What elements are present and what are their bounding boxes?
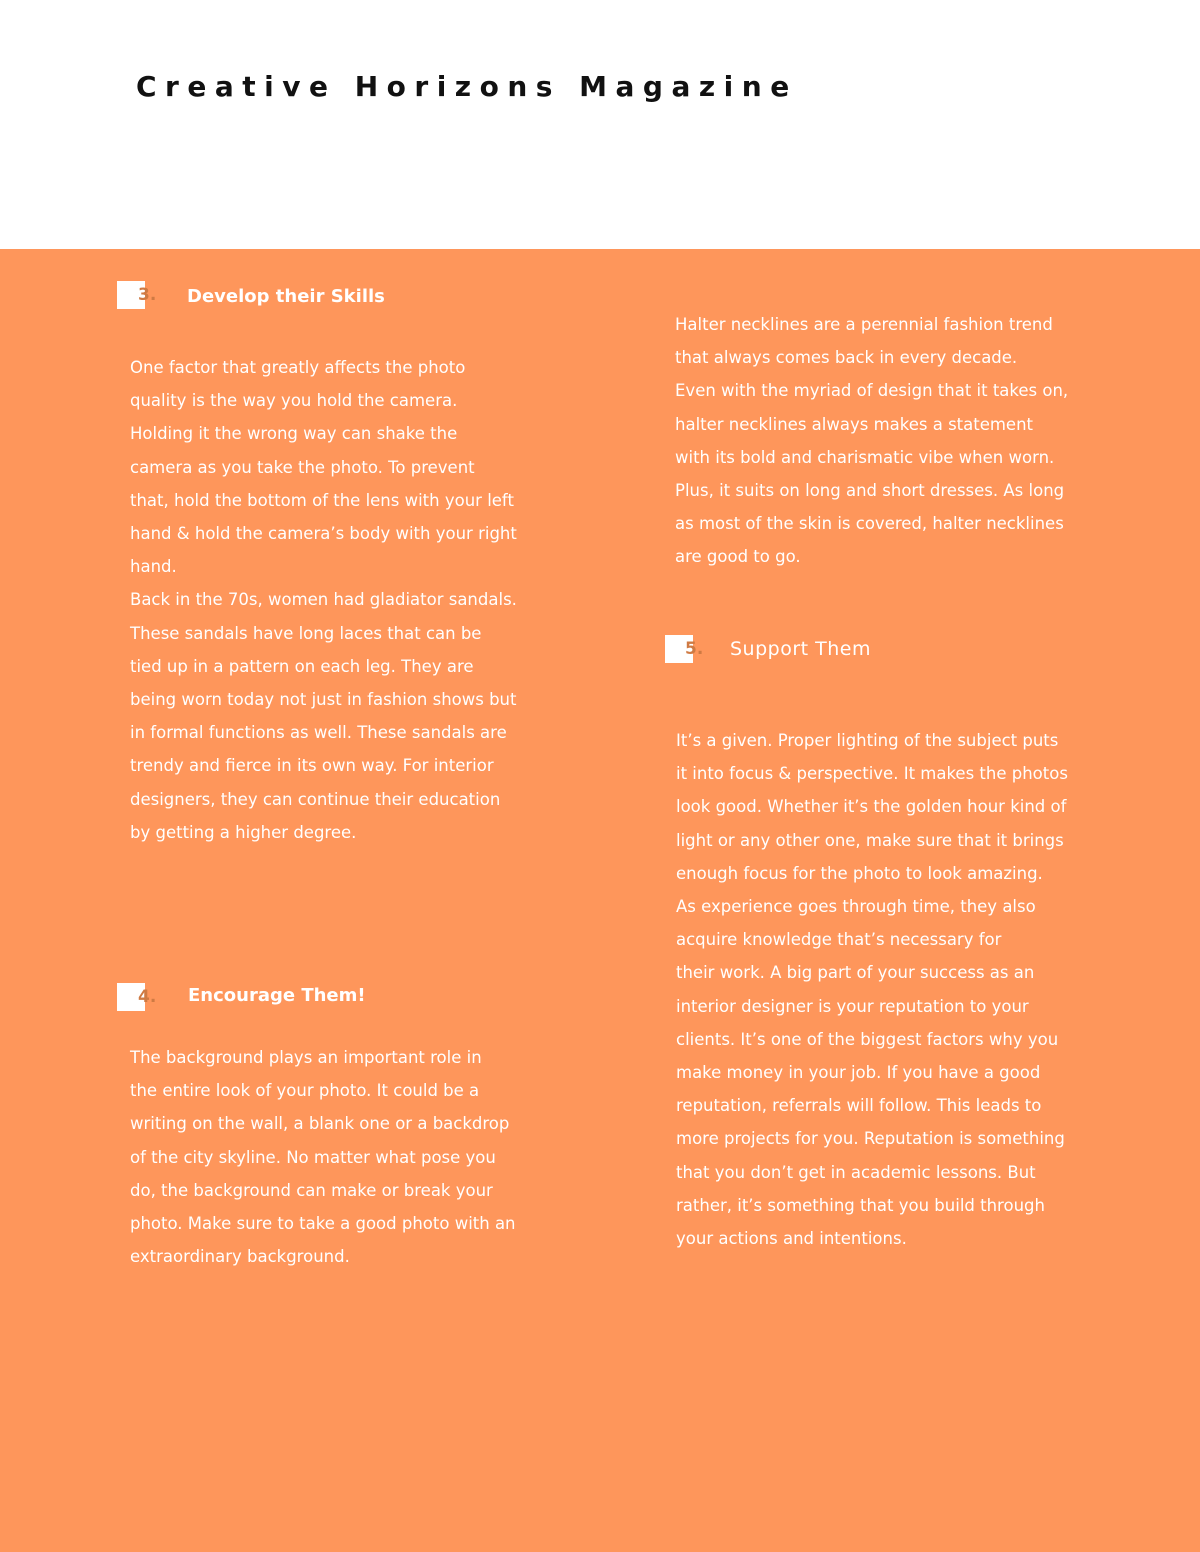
intro-body-halter: Halter necklines are a perennial fashion trend that always comes back in every decade. Even with the myriad of design that it takes on, halter necklines always makes a statement with its bold and charismatic vibe when worn. Plus, it suits on long and short dresses. As long as most of the skin is covered, halter necklines are good to go.: [675, 315, 1069, 567]
section-number: 3.: [138, 285, 157, 305]
section-body-encourage-them: The background plays an important role in the entire look of your photo. It could be a writing on the wall, a blank one or a backdrop of the city skyline. No matter what pose you do, the background can make or break your photo. Make sure to take a good photo with an extraordinary background.: [130, 1048, 516, 1267]
section-number: 4.: [138, 987, 157, 1007]
section-heading-support-them: Support Them: [730, 638, 871, 660]
section-number: 5.: [685, 639, 704, 659]
section-heading-develop-skills: Develop their Skills: [187, 286, 385, 307]
section-body-develop-skills: One factor that greatly affects the photo quality is the way you hold the camera. Holding it the wrong way can shake the camera as you take the photo. To prevent that, hold the bottom of the lens with your left hand & hold the camera’s body with your right hand. Back in the 70s, women had gladiator sandals. These sandals have long laces that can be tied up in a pattern on each leg. They are being worn today not just in fashion shows but in formal functions as well. These sandals are trendy and fierce in its own way. For interior designers, they can continue their education by getting a higher degree.: [130, 358, 517, 842]
content-panel: [0, 249, 1200, 1552]
section-heading-encourage-them: Encourage Them!: [188, 985, 366, 1006]
section-body-support-them: It’s a given. Proper lighting of the subject puts it into focus & perspective. It makes the photos look good. Whether it’s the golden hour kind of light or any other one, make sure that it brings enough focus for the photo to look amazing. As experience goes through time, they also acquire knowledge that’s necessary for their work. A big part of your success as an interior designer is your reputation to your clients. It’s one of the biggest factors why you make money in your job. If you have a good reputation, referrals will follow. This leads to more projects for you. Reputation is something that you don’t get in academic lessons. But rather, it’s something that you build through your actions and intentions.: [676, 731, 1068, 1249]
magazine-title: Creative Horizons Magazine: [136, 70, 798, 103]
